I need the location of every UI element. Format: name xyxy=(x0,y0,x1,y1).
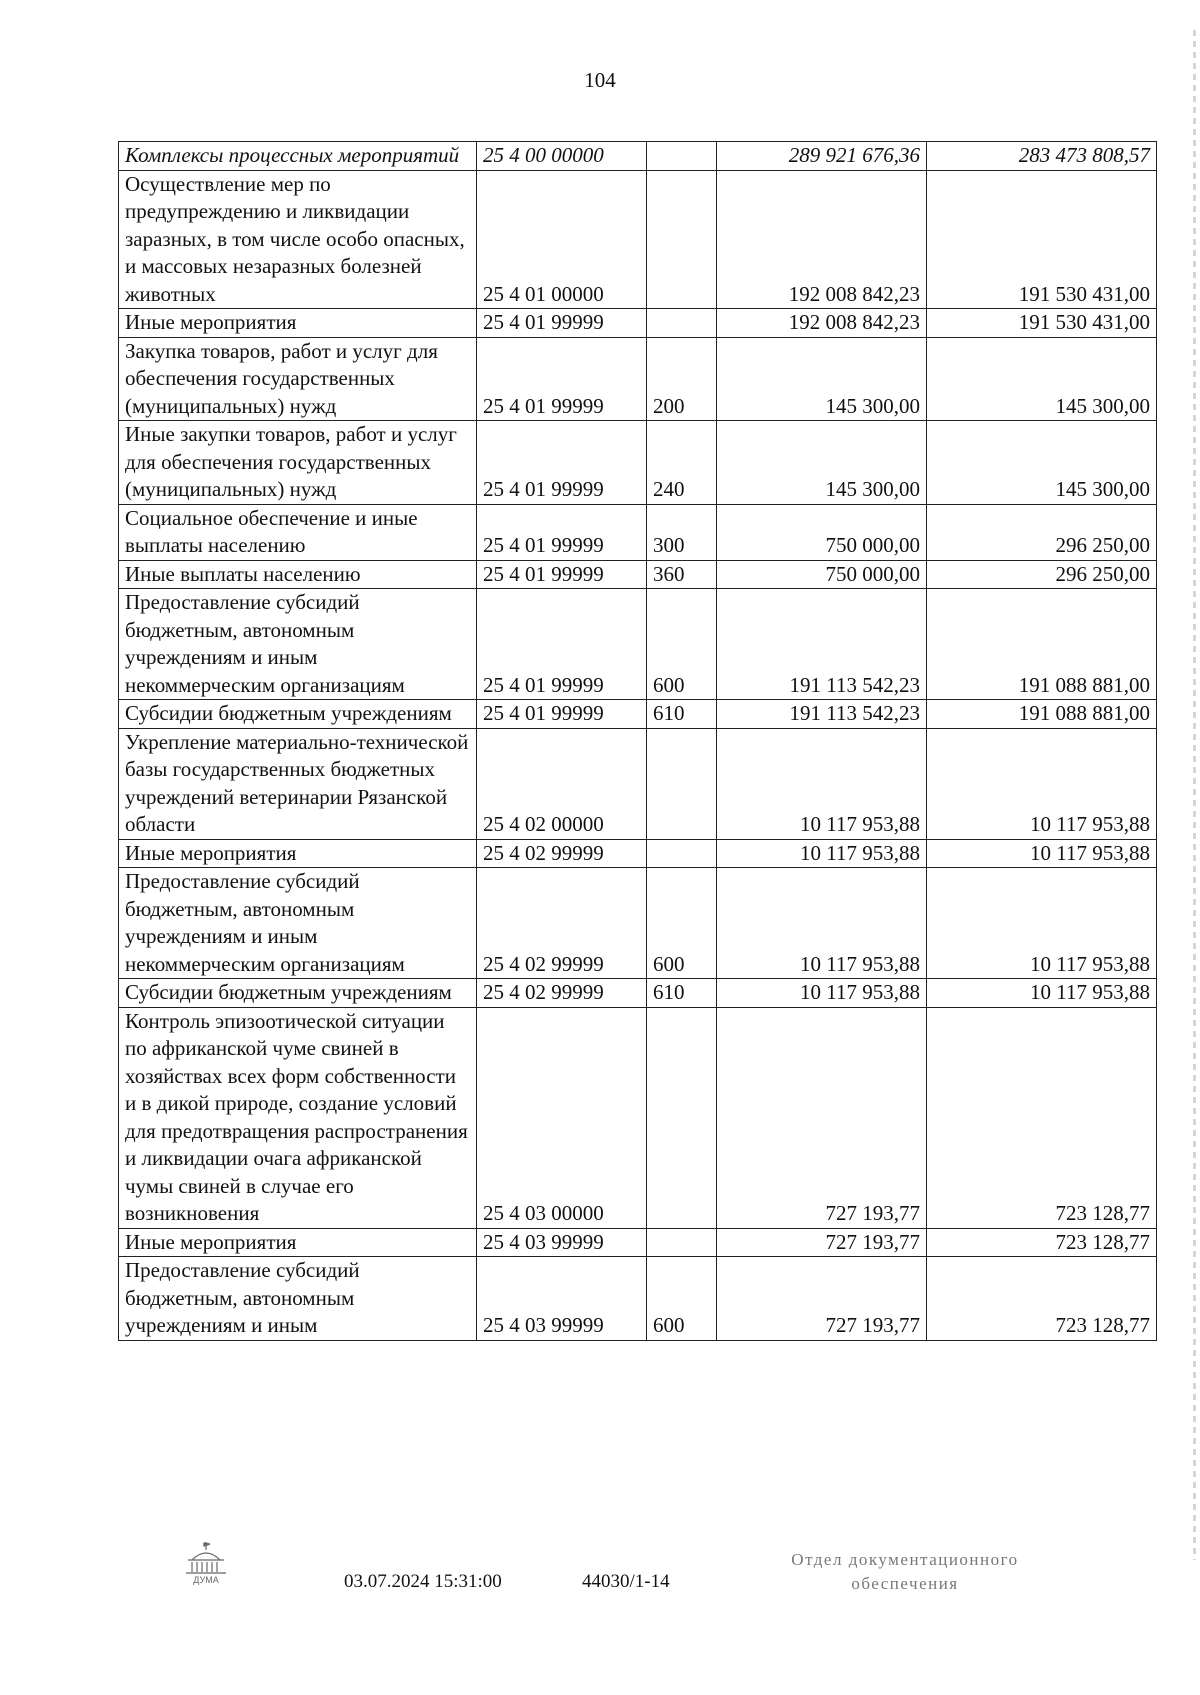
row-code-cell: 25 4 02 00000 xyxy=(477,728,647,839)
row-amount-2-cell: 723 128,77 xyxy=(927,1257,1157,1341)
row-amount-1-cell: 192 008 842,23 xyxy=(717,170,927,309)
row-code-cell: 25 4 01 99999 xyxy=(477,504,647,560)
duma-building-logo-icon xyxy=(178,1540,234,1590)
row-name-cell: Предоставление субсидий бюджетным, автономным учреждениям и иным xyxy=(119,1257,477,1341)
row-amount-2-cell: 10 117 953,88 xyxy=(927,839,1157,868)
row-code-cell: 25 4 03 99999 xyxy=(477,1257,647,1341)
row-amount-1-cell: 145 300,00 xyxy=(717,337,927,421)
row-amount-1-cell: 727 193,77 xyxy=(717,1228,927,1257)
row-amount-1-cell: 289 921 676,36 xyxy=(717,142,927,171)
table-row xyxy=(119,728,1157,839)
row-code-cell: 25 4 01 99999 xyxy=(477,337,647,421)
row-amount-2-cell: 296 250,00 xyxy=(927,560,1157,589)
row-amount-2-cell: 145 300,00 xyxy=(927,421,1157,505)
row-amount-2-cell: 191 088 881,00 xyxy=(927,589,1157,700)
scan-edge-artifact xyxy=(1193,30,1196,1560)
row-name-cell: Предоставление субсидий бюджетным, автономным учреждениям и иным некоммерческим организациям xyxy=(119,589,477,700)
page-number: 104 xyxy=(584,68,616,92)
row-expense-type-cell xyxy=(647,142,717,171)
row-code-cell: 25 4 01 00000 xyxy=(477,170,647,309)
table-row xyxy=(119,839,1157,868)
row-expense-type-cell xyxy=(647,839,717,868)
table-row xyxy=(119,700,1157,729)
row-amount-1-cell: 10 117 953,88 xyxy=(717,839,927,868)
row-code-cell: 25 4 01 99999 xyxy=(477,589,647,700)
row-amount-2-cell: 191 088 881,00 xyxy=(927,700,1157,729)
row-name-cell: Иные закупки товаров, работ и услуг для обеспечения государственных (муниципальных) нужд xyxy=(119,421,477,505)
row-expense-type-cell: 600 xyxy=(647,1257,717,1341)
table-row xyxy=(119,560,1157,589)
row-name-cell: Комплексы процессных мероприятий xyxy=(119,142,477,171)
table-row xyxy=(119,589,1157,700)
row-expense-type-cell: 200 xyxy=(647,337,717,421)
row-code-cell: 25 4 01 99999 xyxy=(477,560,647,589)
table-row xyxy=(119,868,1157,979)
row-name-cell: Иные мероприятия xyxy=(119,309,477,338)
row-name-cell: Иные выплаты населению xyxy=(119,560,477,589)
row-name-cell: Субсидии бюджетным учреждениям xyxy=(119,979,477,1008)
row-amount-2-cell: 723 128,77 xyxy=(927,1007,1157,1228)
footer-doc-number: 44030/1-14 xyxy=(582,1571,670,1592)
table-row xyxy=(119,1007,1157,1228)
row-amount-2-cell: 191 530 431,00 xyxy=(927,170,1157,309)
row-amount-2-cell: 10 117 953,88 xyxy=(927,868,1157,979)
row-code-cell: 25 4 02 99999 xyxy=(477,868,647,979)
row-expense-type-cell: 610 xyxy=(647,700,717,729)
table-row xyxy=(119,142,1157,171)
row-amount-2-cell: 723 128,77 xyxy=(927,1228,1157,1257)
row-code-cell: 25 4 01 99999 xyxy=(477,700,647,729)
row-code-cell: 25 4 02 99999 xyxy=(477,839,647,868)
row-amount-2-cell: 10 117 953,88 xyxy=(927,979,1157,1008)
row-amount-1-cell: 191 113 542,23 xyxy=(717,589,927,700)
row-amount-1-cell: 145 300,00 xyxy=(717,421,927,505)
row-amount-2-cell: 296 250,00 xyxy=(927,504,1157,560)
row-amount-2-cell: 145 300,00 xyxy=(927,337,1157,421)
row-amount-1-cell: 10 117 953,88 xyxy=(717,728,927,839)
budget-table-body xyxy=(119,142,1157,1341)
row-name-cell: Субсидии бюджетным учреждениям xyxy=(119,700,477,729)
row-code-cell: 25 4 03 00000 xyxy=(477,1007,647,1228)
row-expense-type-cell: 240 xyxy=(647,421,717,505)
footer-datetime: 03.07.2024 15:31:00 xyxy=(344,1571,502,1592)
row-expense-type-cell: 300 xyxy=(647,504,717,560)
row-expense-type-cell: 600 xyxy=(647,589,717,700)
table-row xyxy=(119,1228,1157,1257)
row-amount-1-cell: 10 117 953,88 xyxy=(717,979,927,1008)
table-row xyxy=(119,309,1157,338)
row-code-cell: 25 4 00 00000 xyxy=(477,142,647,171)
row-amount-1-cell: 10 117 953,88 xyxy=(717,868,927,979)
row-expense-type-cell xyxy=(647,728,717,839)
row-name-cell: Иные мероприятия xyxy=(119,1228,477,1257)
row-expense-type-cell xyxy=(647,170,717,309)
row-amount-2-cell: 283 473 808,57 xyxy=(927,142,1157,171)
row-code-cell: 25 4 01 99999 xyxy=(477,421,647,505)
table-row xyxy=(119,421,1157,505)
row-amount-1-cell: 191 113 542,23 xyxy=(717,700,927,729)
table-row xyxy=(119,504,1157,560)
department-stamp: Отдел документационного обеспечения xyxy=(791,1550,1019,1593)
row-name-cell: Контроль эпизоотической ситуации по африканской чуме свиней в хозяйствах всех форм собственности и в дикой природе, создание условий для предотвращения распространения и ликвидации очага африканской чумы свиней в случае его возникновения xyxy=(119,1007,477,1228)
table-row xyxy=(119,337,1157,421)
logo-text: ДУМА xyxy=(193,1575,219,1585)
table-row xyxy=(119,979,1157,1008)
row-expense-type-cell: 610 xyxy=(647,979,717,1008)
row-code-cell: 25 4 02 99999 xyxy=(477,979,647,1008)
budget-table xyxy=(118,141,1157,1341)
row-name-cell: Предоставление субсидий бюджетным, автономным учреждениям и иным некоммерческим организациям xyxy=(119,868,477,979)
row-expense-type-cell xyxy=(647,1007,717,1228)
row-name-cell: Укрепление материально-технической базы государственных бюджетных учреждений ветеринарии Рязанской области xyxy=(119,728,477,839)
row-expense-type-cell: 600 xyxy=(647,868,717,979)
row-name-cell: Иные мероприятия xyxy=(119,839,477,868)
row-amount-1-cell: 727 193,77 xyxy=(717,1257,927,1341)
row-name-cell: Закупка товаров, работ и услуг для обеспечения государственных (муниципальных) нужд xyxy=(119,337,477,421)
row-name-cell: Осуществление мер по предупреждению и ликвидации заразных, в том числе особо опасных, и массовых незаразных болезней животных xyxy=(119,170,477,309)
row-name-cell: Социальное обеспечение и иные выплаты населению xyxy=(119,504,477,560)
row-amount-1-cell: 192 008 842,23 xyxy=(717,309,927,338)
row-amount-1-cell: 750 000,00 xyxy=(717,560,927,589)
table-row xyxy=(119,1257,1157,1341)
row-expense-type-cell: 360 xyxy=(647,560,717,589)
row-amount-1-cell: 750 000,00 xyxy=(717,504,927,560)
row-expense-type-cell xyxy=(647,1228,717,1257)
row-code-cell: 25 4 03 99999 xyxy=(477,1228,647,1257)
row-amount-2-cell: 191 530 431,00 xyxy=(927,309,1157,338)
row-expense-type-cell xyxy=(647,309,717,338)
row-amount-1-cell: 727 193,77 xyxy=(717,1007,927,1228)
row-code-cell: 25 4 01 99999 xyxy=(477,309,647,338)
table-row xyxy=(119,170,1157,309)
row-amount-2-cell: 10 117 953,88 xyxy=(927,728,1157,839)
